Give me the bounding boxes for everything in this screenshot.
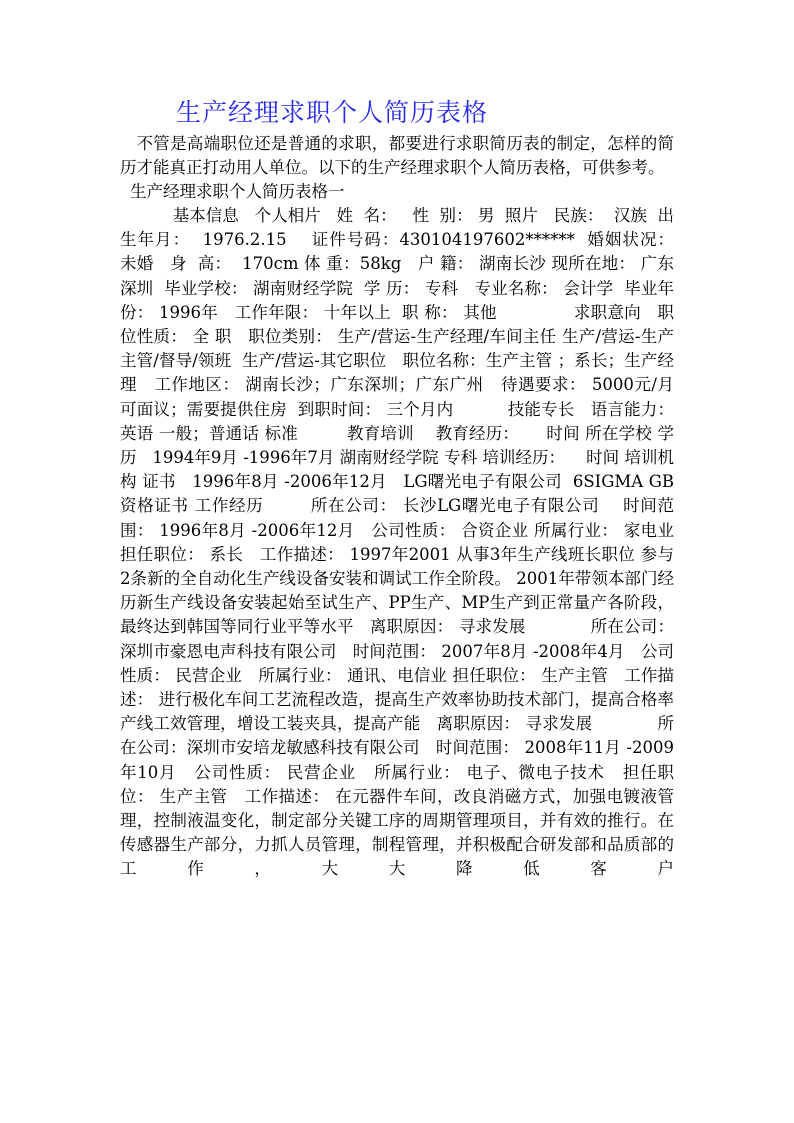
section-heading: 生产经理求职个人简历表格一 <box>130 182 345 201</box>
intro-paragraph: 不管是高端职位还是普通的求职，都要进行求职简历表的制定，怎样的简历才能真正打动用人单位。以下的生产经理求职个人简历表格，可供参考。 <box>120 134 674 177</box>
document-page <box>120 98 690 882</box>
document-title: 生产经理求职个人简历表格 <box>176 98 489 127</box>
resume-body-text: 基本信息 个人相片 姓 名： 性 别： 男 照片 民族： 汉族 出生年月： 1976.2.15 证件号码：430104197602****** 婚姻状况： 未婚 身 高： 170cm 体 重：58kg 户 籍： 湖南长沙 现所在地： 广东深圳 毕业学校： 湖南财经学院 学 历： 专科 专业名称： 会计学 毕业年份： 1996年 工作年限： 十年以上 职 称： 其他 求职意向 职位性质： 全 职 职位类别： 生产/营运-生产经理/车间主任 生产/营运-生产主管/督导/领班 生产/营运-其它职位 职位名称：生产主管 ；系长；生产经理 工作地区： 湖南长沙；广东深圳；广东广州 待遇要求： 5000元/月 可面议；需要提供住房 到职时间： 三个月内 技能专长 语言能力： 英语 一般；普通话 标准 教育培训 教育经历： 时间 所在学校 学历 1994年9月 -1996年7月 湖南财经学院 专科 培训经历： 时间 培训机构 证书 1996年8月 -2006年12月 LG曙光电子有限公司 6SIGMA GB 资格证书 工作经历 所在公司： 长沙LG曙光电子有限公司 时间范围： 1996年8月 -2006年12月 公司性质： 合资企业 所属行业： 家电业 担任职位： 系长 工作描述： 1997年2001 从事3年生产线班长职位 参与2条新的全自动化生产线设备安装和调试工作全阶段。 2001年带领本部门经历新生产线设备安装起始至试生产、PP生产、MP生产到正常量产各阶段，最终达到韩国等同行业平等水平 离职原因： 寻求发展 所在公司： 深圳市豪恩电声科技有限公司 时间范围： 2007年8月 -2008年4月 公司性质： 民营企业 所属行业： 通讯、电信业 担任职位： 生产主管 工作描述： 进行极化车间工艺流程改造，提高生产效率协助技术部门，提高合格率产线工效管理，增设工装夹具，提高产能 离职原因： 寻求发展 所在公司：深圳市安培龙敏感科技有限公司 时间范围： 2008年11月 -2009年10月 公司性质： 民营企业 所属行业： 电子、微电子技术 担任职位： 生产主管 工作描述： 在元器件车间，改良消磁方式，加强电镀液管理，控制液温变化，制定部分关键工序的周期管理项目，并有效的推行。在传感器生产部分，力抓人员管理，制程管理，并积极配合研发部和品质部的工作，大大降低客户 <box>120 206 690 879</box>
